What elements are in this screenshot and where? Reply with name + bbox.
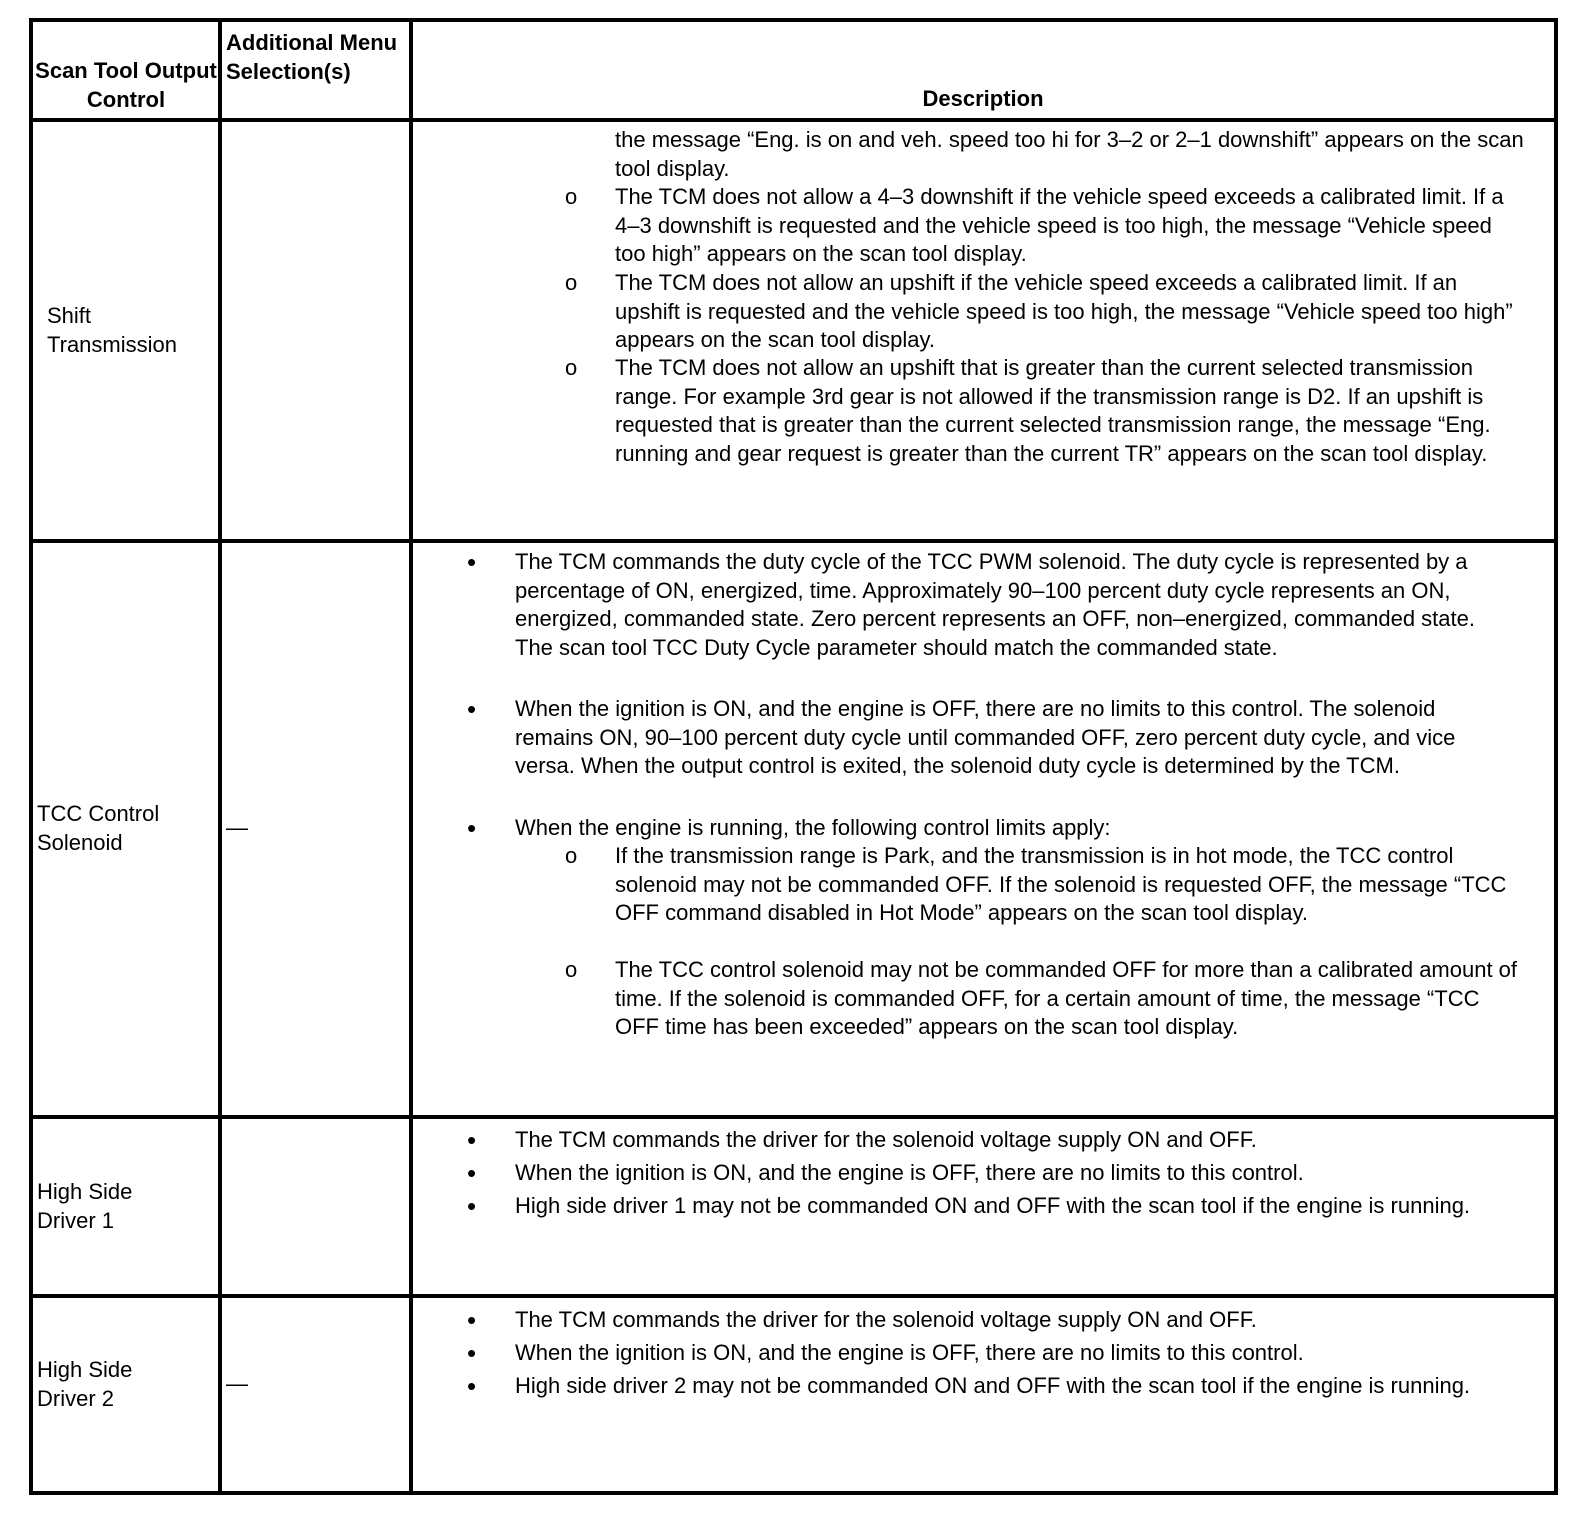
bullet-icon: • bbox=[467, 1371, 477, 1401]
row-3-bullet-3: High side driver 1 may not be commanded ON and OFF with the scan tool if the engine is running. bbox=[515, 1193, 1471, 1218]
row-1-sub-item-3: The TCM does not allow an upshift that is greater than the current selected transmission range. For example 3rd gear is not allowed if the transmission range is D2. If an upshift is requested that is greater than the current selected transmission range, the message “Eng. running and gear request is greater than the current TR” appears on the scan tool display. bbox=[615, 355, 1491, 466]
sub-bullet-icon: o bbox=[565, 843, 578, 868]
row-3-bullet-2: When the ignition is ON, and the engine is OFF, there are no limits to this control. bbox=[515, 1160, 1304, 1185]
row-3-description bbox=[413, 1126, 1553, 1286]
bullet-icon: • bbox=[467, 1305, 477, 1335]
row-3-bullet-1: The TCM commands the driver for the solenoid voltage supply ON and OFF. bbox=[515, 1127, 1257, 1152]
row-4-bullet-3: High side driver 2 may not be commanded ON and OFF with the scan tool if the engine is running. bbox=[515, 1373, 1471, 1398]
bullet-icon: • bbox=[467, 694, 477, 724]
data-table bbox=[29, 18, 1558, 1495]
bullet-icon: • bbox=[467, 1125, 477, 1155]
row-2-sub-item-2: The TCC control solenoid may not be commanded OFF for more than a calibrated amount of time. If the solenoid is commanded OFF, for a certain amount of time, the message “TCC OFF time has been exceeded” appears on the scan tool display. bbox=[615, 957, 1518, 1039]
sub-bullet-icon: o bbox=[565, 184, 578, 209]
row-3-control: High Side Driver 1 bbox=[37, 1179, 133, 1233]
row-1-sub-item-1: The TCM does not allow a 4–3 downshift if the vehicle speed exceeds a calibrated limit. If a 4–3 downshift is requested and the vehicle speed is too high, the message “Vehicle speed too high” appears on the scan tool display. bbox=[615, 184, 1504, 266]
row-4-bullet-2: When the ignition is ON, and the engine is OFF, there are no limits to this control. bbox=[515, 1340, 1304, 1365]
row-divider bbox=[33, 1115, 1554, 1119]
sub-bullet-icon: o bbox=[565, 355, 578, 380]
row-2-control: TCC Control Solenoid bbox=[37, 801, 160, 855]
row-4-control: High Side Driver 2 bbox=[37, 1357, 133, 1411]
header-scan-tool-output-control: Scan Tool Output Control bbox=[35, 58, 217, 112]
row-2-description bbox=[413, 548, 1553, 1108]
row-4-description bbox=[413, 1306, 1553, 1466]
row-divider bbox=[33, 539, 1554, 543]
row-2-bullet-2: When the ignition is ON, and the engine is OFF, there are no limits to this control. The solenoid remains ON, 90–100 percent duty cycle until commanded OFF, zero percent duty cycle, and vice versa. When the output control is exited, the solenoid duty cycle is determined by the TCM. bbox=[515, 696, 1456, 778]
column-divider bbox=[218, 22, 222, 1491]
row-1-description bbox=[413, 126, 1553, 536]
bullet-icon: • bbox=[467, 1338, 477, 1368]
row-2-bullet-3: When the engine is running, the following control limits apply: bbox=[515, 815, 1111, 840]
header-additional-menu-selections: Additional Menu Selection(s) bbox=[226, 30, 398, 84]
row-2-sub-item-1: If the transmission range is Park, and the transmission is in hot mode, the TCC control solenoid may not be commanded OFF. If the solenoid is requested OFF, the message “TCC OFF command disabled in Hot Mode” appears on the scan tool display. bbox=[615, 843, 1507, 925]
sub-bullet-icon: o bbox=[565, 957, 578, 982]
header-divider bbox=[33, 118, 1554, 122]
row-2-menu: — bbox=[226, 815, 248, 840]
row-1-sub-item-2: The TCM does not allow an upshift if the vehicle speed exceeds a calibrated limit. If an upshift is requested and the vehicle speed is too high, the message “Vehicle speed too high” appears on the scan tool display. bbox=[615, 270, 1513, 352]
sub-bullet-icon: o bbox=[565, 270, 578, 295]
bullet-icon: • bbox=[467, 547, 477, 577]
row-1-control: Shift Transmission bbox=[47, 303, 177, 357]
row-1-continuation: the message “Eng. is on and veh. speed too hi for 3–2 or 2–1 downshift” appears on the scan tool display. bbox=[615, 127, 1524, 181]
row-4-bullet-1: The TCM commands the driver for the solenoid voltage supply ON and OFF. bbox=[515, 1307, 1257, 1332]
row-divider bbox=[33, 1294, 1554, 1298]
row-2-bullet-1: The TCM commands the duty cycle of the TCC PWM solenoid. The duty cycle is represented by a percentage of ON, energized, time. Approximately 90–100 percent duty cycle represents an ON, energized, commanded state. Zero percent represents an OFF, non–energized, commanded state. The scan tool TCC Duty Cycle parameter should match the commanded state. bbox=[515, 549, 1475, 660]
row-4-menu: — bbox=[226, 1371, 248, 1396]
bullet-icon: • bbox=[467, 813, 477, 843]
bullet-icon: • bbox=[467, 1191, 477, 1221]
bullet-icon: • bbox=[467, 1158, 477, 1188]
header-description: Description bbox=[922, 86, 1044, 111]
